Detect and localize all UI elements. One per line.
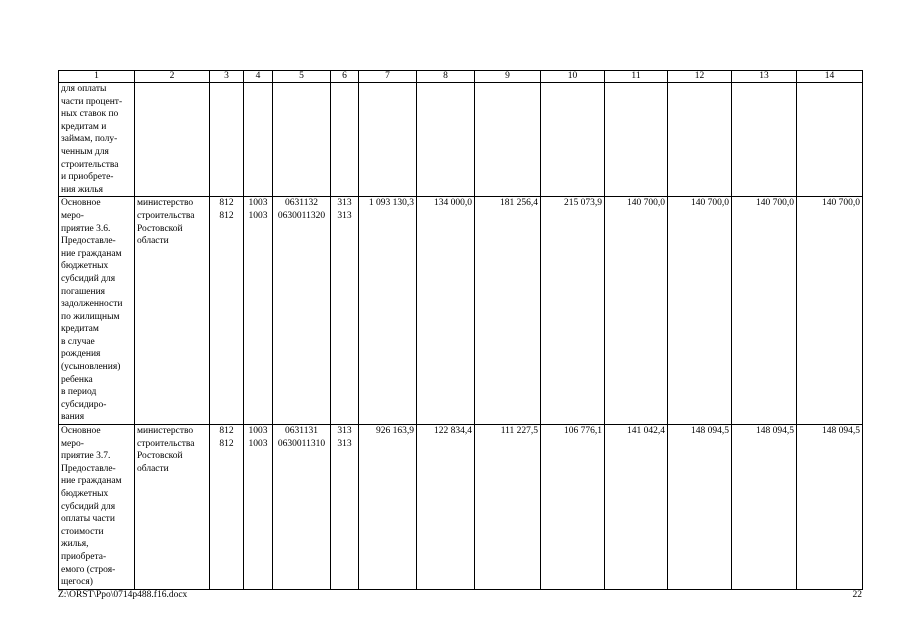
year-amount-cell-value: 106 776,1 [564, 426, 602, 437]
column-number-11: 11 [605, 71, 668, 83]
measure-name-cell-line: меро- [61, 210, 84, 221]
measure-name-cell [59, 83, 135, 197]
column-number-8: 8 [417, 71, 475, 83]
year-amount-cell-value: 140 700,0 [691, 198, 729, 209]
column-number-2: 2 [135, 71, 210, 83]
section-code-cell-line: 1003 [248, 426, 268, 437]
section-code-cell-line: 1003 [248, 210, 268, 221]
measure-name-cell-line: рождения [61, 349, 101, 360]
measure-name-cell-line: щегося) [61, 577, 93, 588]
expense-type-cell-line: 313 [337, 438, 352, 449]
column-number-6: 6 [331, 71, 359, 83]
column-number-13: 13 [732, 71, 797, 83]
measure-name-cell-line: займам, полу- [61, 134, 118, 145]
year-amount-cell [541, 197, 605, 425]
measure-name-cell-line: части процент- [61, 96, 123, 107]
section-code-cell [244, 425, 273, 590]
measure-name-cell-line: Основное [61, 198, 101, 209]
table-row [59, 197, 863, 425]
expense-type-cell [331, 83, 359, 197]
ministry-code-cell-line: 812 [219, 210, 234, 221]
measure-name-cell [59, 425, 135, 590]
measure-name-cell-line: ребенка [61, 374, 93, 385]
year-amount-cell [797, 197, 863, 425]
year-amount-cell-value: 122 834,4 [434, 426, 472, 437]
executor-cell-line: области [137, 463, 169, 474]
measure-name-cell-line: Основное [61, 426, 101, 437]
ministry-code-cell-line: 812 [219, 438, 234, 449]
executor-cell-line: Ростовской [137, 451, 183, 462]
target-article-cell [273, 83, 331, 197]
table-row [59, 83, 863, 197]
section-code-cell [244, 197, 273, 425]
measure-name-cell-line: задолженности [61, 299, 123, 310]
measure-name-cell-line: в период [61, 387, 97, 398]
year-amount-cell [541, 83, 605, 197]
year-amount-cell [541, 425, 605, 590]
column-number-row [59, 71, 863, 83]
section-code-cell-line: 1003 [248, 438, 268, 449]
year-amount-cell-value: 148 094,5 [691, 426, 729, 437]
year-amount-cell-value: 140 700,0 [627, 198, 665, 209]
total-amount-cell-value: 1 093 130,3 [368, 198, 414, 209]
measure-name-cell-line: погашения [61, 286, 106, 297]
measure-name-cell-line: кредитам [61, 324, 99, 335]
page-number: 22 [852, 590, 862, 600]
table-row [59, 425, 863, 590]
target-article-cell-line: 0630011310 [277, 438, 326, 449]
section-code-cell [244, 83, 273, 197]
year-amount-cell [732, 425, 797, 590]
target-article-cell-line: 0631132 [285, 198, 318, 209]
measure-name-cell-line: субсидий для [61, 501, 116, 512]
year-amount-cell [668, 425, 732, 590]
year-amount-cell [417, 425, 475, 590]
year-amount-cell [605, 83, 668, 197]
executor-cell-line: министерство [137, 426, 194, 437]
measure-name-cell-line: Предоставле- [61, 236, 116, 247]
year-amount-cell [417, 197, 475, 425]
target-article-cell-line: 0630011320 [277, 210, 326, 221]
year-amount-cell-value: 148 094,5 [822, 426, 860, 437]
measure-name-cell-line: для оплаты [61, 84, 107, 94]
section-code-cell-line: 1003 [248, 198, 268, 209]
expense-type-cell-line: 313 [337, 198, 352, 209]
executor-cell-line: строительства [137, 438, 195, 449]
target-article-cell [273, 197, 331, 425]
expense-type-cell [331, 425, 359, 590]
measure-name-cell-line: ние гражданам [61, 248, 122, 259]
expense-type-cell-line: 313 [337, 210, 352, 221]
total-amount-cell [359, 83, 417, 197]
measure-name-cell-line: и приобрете- [61, 172, 114, 183]
measure-name-cell-line: жилья, [61, 539, 89, 550]
year-amount-cell [732, 83, 797, 197]
column-number-1: 1 [59, 71, 135, 83]
column-number-4: 4 [244, 71, 273, 83]
column-number-5: 5 [273, 71, 331, 83]
measure-name-cell-line: приобрета- [61, 551, 107, 562]
measure-name-cell-line: бюджетных [61, 261, 109, 272]
expense-type-cell [331, 197, 359, 425]
measure-name-cell-line: субсидий для [61, 273, 116, 284]
year-amount-cell [475, 425, 541, 590]
year-amount-cell [797, 425, 863, 590]
year-amount-cell-value: 111 227,5 [500, 426, 538, 437]
measure-name-cell-line: вания [61, 412, 85, 423]
year-amount-cell [475, 197, 541, 425]
measure-name-cell-line: в случае [61, 336, 95, 347]
file-path: Z:\ORST\Ppo\0714p488.f16.docx [58, 590, 188, 600]
executor-cell-line: министерство [137, 198, 194, 209]
year-amount-cell [475, 83, 541, 197]
ministry-code-cell-line: 812 [219, 426, 234, 437]
column-number-7: 7 [359, 71, 417, 83]
measure-name-cell-line: (усыновления) [61, 362, 121, 373]
measure-name-cell-line: по жилищным [61, 311, 120, 322]
measure-name-cell-line: оплаты части [61, 514, 115, 525]
total-amount-cell [359, 197, 417, 425]
executor-cell [135, 197, 210, 425]
total-amount-cell [359, 425, 417, 590]
column-number-14: 14 [797, 71, 863, 83]
measure-name-cell-line: строительства [61, 159, 119, 170]
year-amount-cell [605, 425, 668, 590]
year-amount-cell [605, 197, 668, 425]
ministry-code-cell-line: 812 [219, 198, 234, 209]
ministry-code-cell [210, 83, 244, 197]
measure-name-cell [59, 197, 135, 425]
measure-name-cell-line: кредитам и [61, 121, 107, 132]
year-amount-cell-value: 181 256,4 [500, 198, 538, 209]
year-amount-cell-value: 140 700,0 [822, 198, 860, 209]
measure-name-cell-line: емого (строя- [61, 564, 116, 575]
year-amount-cell-value: 148 094,5 [756, 426, 794, 437]
measure-name-cell-line: приятие 3.7. [61, 451, 111, 462]
year-amount-cell [732, 197, 797, 425]
measure-name-cell-line: ние гражданам [61, 476, 122, 487]
executor-cell-line: строительства [137, 210, 195, 221]
column-number-10: 10 [541, 71, 605, 83]
target-article-cell [273, 425, 331, 590]
expense-type-cell-line: 313 [337, 426, 352, 437]
executor-cell [135, 83, 210, 197]
target-article-cell-line: 0631131 [285, 426, 318, 437]
executor-cell-line: Ростовской [137, 223, 183, 234]
measure-name-cell-line: ченным для [61, 146, 109, 157]
measure-name-cell-line: ных ставок по [61, 109, 119, 120]
column-number-3: 3 [210, 71, 244, 83]
measure-name-cell-line: приятие 3.6. [61, 223, 111, 234]
column-number-12: 12 [668, 71, 732, 83]
measure-name-cell-line: меро- [61, 438, 84, 449]
ministry-code-cell [210, 425, 244, 590]
measure-name-cell-line: ния жилья [61, 184, 104, 195]
year-amount-cell-value: 141 042,4 [627, 426, 665, 437]
year-amount-cell-value: 134 000,0 [434, 198, 472, 209]
executor-cell-line: области [137, 236, 169, 247]
year-amount-cell [668, 197, 732, 425]
year-amount-cell [417, 83, 475, 197]
measure-name-cell-line: Предоставле- [61, 463, 116, 474]
measure-name-cell-line: бюджетных [61, 489, 109, 499]
column-number-9: 9 [475, 71, 541, 83]
total-amount-cell-value: 926 163,9 [376, 426, 414, 437]
year-amount-cell-value: 140 700,0 [756, 198, 794, 209]
year-amount-cell [797, 83, 863, 197]
year-amount-cell [668, 83, 732, 197]
measure-name-cell-line: стоимости [61, 526, 104, 537]
year-amount-cell-value: 215 073,9 [564, 198, 602, 209]
ministry-code-cell [210, 197, 244, 425]
executor-cell [135, 425, 210, 590]
measure-name-cell-line: субсидиро- [61, 399, 107, 410]
budget-table [58, 70, 863, 590]
